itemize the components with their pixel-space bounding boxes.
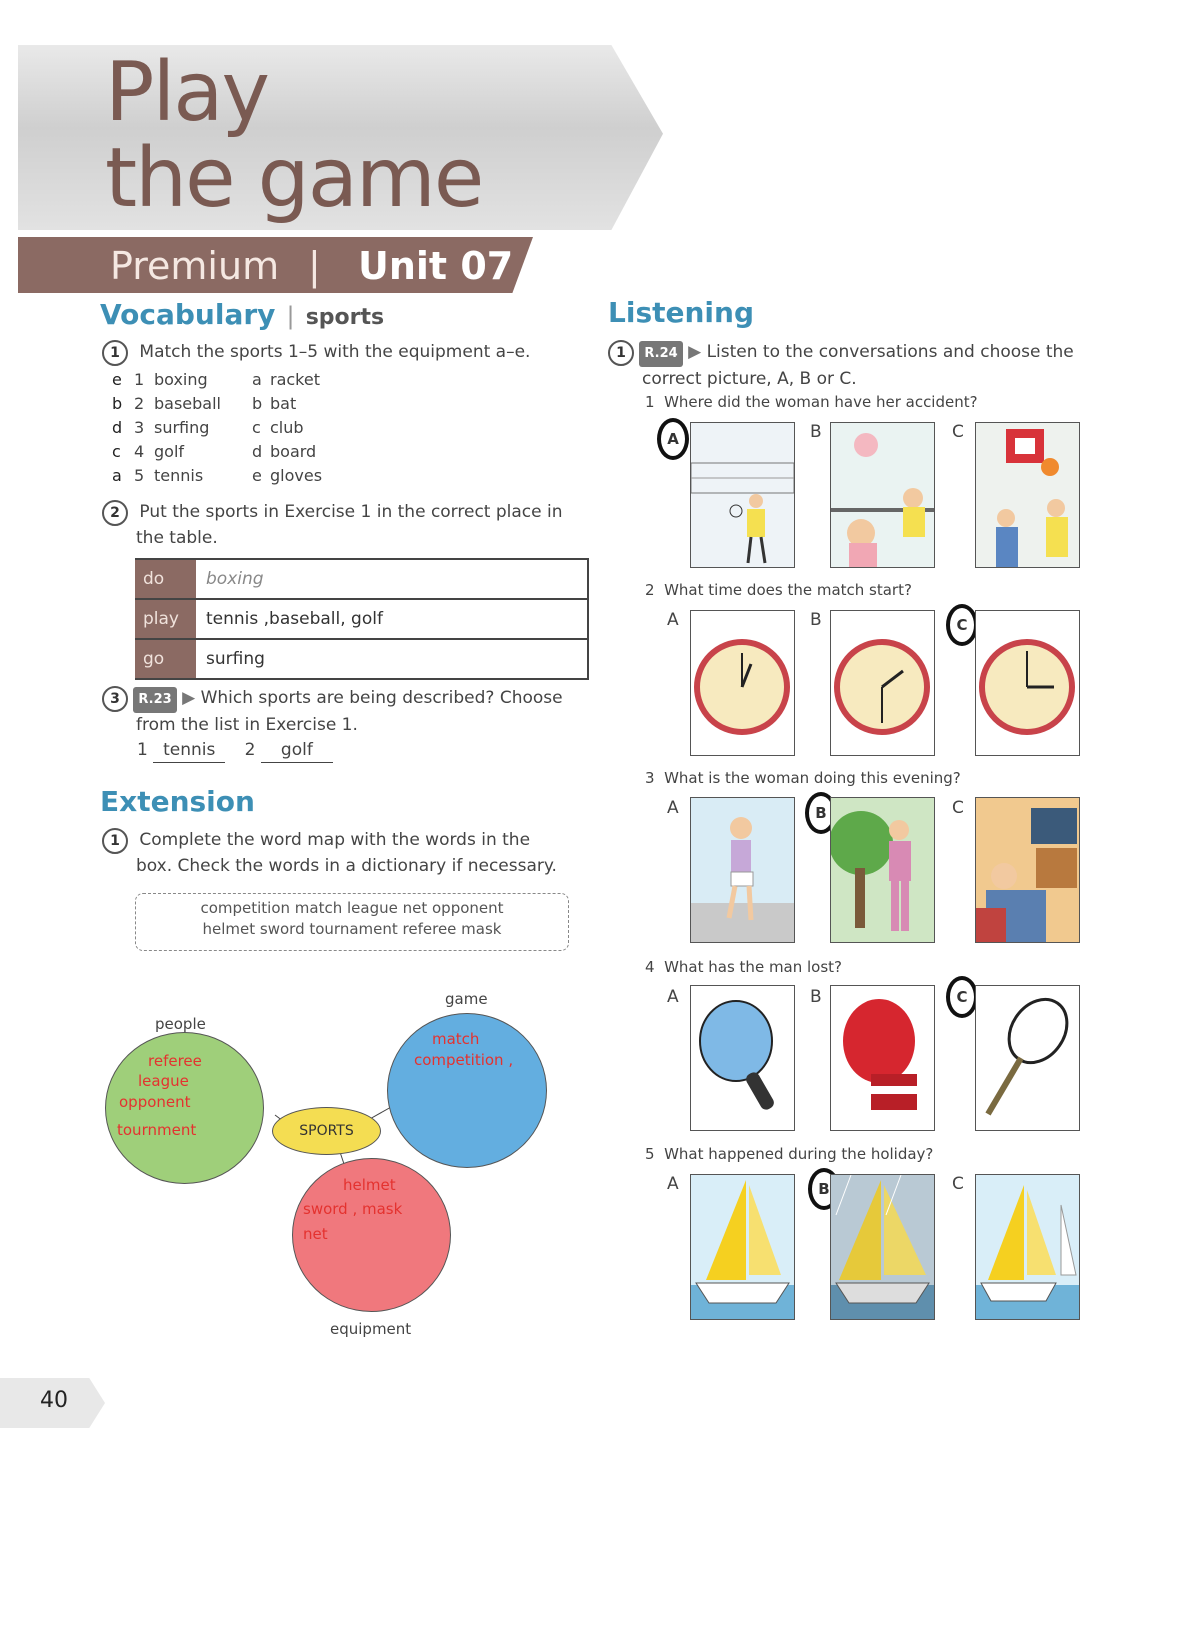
option-letter: C <box>952 798 964 818</box>
clock-picture-a[interactable] <box>690 610 795 756</box>
handwritten-answer[interactable]: a <box>112 466 122 485</box>
people-label: people <box>155 1015 206 1033</box>
equipment-name: racket <box>270 370 320 389</box>
page-title: Play the game <box>105 45 483 226</box>
matching-row <box>112 440 412 464</box>
handwritten-answer[interactable]: e <box>112 370 122 389</box>
sport-number: 2 <box>134 394 145 413</box>
listening-heading: Listening <box>608 296 754 329</box>
table-row: play tennis ,baseball, golf <box>135 599 587 639</box>
option-letter: B <box>810 987 822 1007</box>
sport-name: boxing <box>154 370 208 389</box>
tennis-court-picture[interactable] <box>690 422 795 568</box>
audio-track-badge[interactable]: R.24 <box>639 341 682 367</box>
option-letter: B <box>810 610 822 630</box>
basketball-picture[interactable] <box>975 422 1080 568</box>
unit-label: Unit 07 <box>358 244 514 288</box>
selected-answer-circle[interactable]: B <box>805 792 837 834</box>
word-box: competition match league net opponent helmet sword tournament referee mask <box>135 893 569 951</box>
sport-number: 4 <box>134 442 145 461</box>
matching-row <box>112 416 412 440</box>
game-label: game <box>445 990 488 1008</box>
question-5: 5 What happened during the holiday? <box>645 1145 934 1163</box>
equipment-answer[interactable]: helmet <box>343 1176 396 1194</box>
answer-field[interactable]: golf <box>261 738 333 763</box>
vocabulary-heading: Vocabulary | sports <box>100 298 385 331</box>
sport-name: surfing <box>154 418 210 437</box>
extension-instruction: 1 Complete the word map with the words in the box. Check the words in a dictionary if necessary. <box>102 828 557 878</box>
people-answer[interactable]: tournment <box>117 1121 197 1139</box>
extension-heading: Extension <box>100 785 255 818</box>
equipment-letter: a <box>252 370 262 389</box>
answer-field[interactable]: tennis <box>153 738 225 763</box>
game-answer[interactable]: competition , <box>414 1051 514 1069</box>
people-answer[interactable]: league <box>138 1072 189 1090</box>
handwritten-answer[interactable]: c <box>112 442 121 461</box>
clock-picture-c[interactable] <box>975 610 1080 756</box>
sport-number: 3 <box>134 418 145 437</box>
sport-number: 1 <box>134 370 145 389</box>
equipment-name: club <box>270 418 304 437</box>
option-letter: A <box>667 610 679 630</box>
tennis-racket-picture[interactable] <box>975 985 1080 1131</box>
audio-track-badge[interactable]: R.23 <box>133 687 176 713</box>
selected-answer-circle[interactable]: C <box>946 976 978 1018</box>
running-picture[interactable] <box>690 797 795 943</box>
matching-row <box>112 392 412 416</box>
people-answer[interactable]: referee <box>148 1052 202 1070</box>
exercise-number: 3 <box>102 686 128 712</box>
table-row: go surfing <box>135 639 587 679</box>
question-2: 2 What time does the match start? <box>645 581 912 599</box>
watching-tv-picture[interactable] <box>975 797 1080 943</box>
equipment-letter: d <box>252 442 263 461</box>
game-answer[interactable]: match <box>432 1030 480 1048</box>
option-letter: C <box>952 422 964 442</box>
question-1: 1 Where did the woman have her accident? <box>645 393 978 411</box>
people-answer[interactable]: opponent <box>119 1093 191 1111</box>
selected-answer-circle[interactable]: A <box>657 418 689 460</box>
selected-answer-circle[interactable]: B <box>808 1168 840 1210</box>
sport-number: 5 <box>134 466 145 485</box>
sport-name: tennis <box>154 466 204 485</box>
ping-pong-bat-picture[interactable] <box>690 985 795 1131</box>
handwritten-answer[interactable]: b <box>112 394 123 413</box>
table-row: do boxing <box>135 560 587 599</box>
option-letter: B <box>810 422 822 442</box>
option-letter: A <box>667 1174 679 1194</box>
premium-label: Premium <box>110 244 280 288</box>
exercise-number: 1 <box>608 340 634 366</box>
page-number: 40 <box>40 1388 68 1413</box>
equipment-letter: c <box>252 418 261 437</box>
equipment-letter: b <box>252 394 263 413</box>
option-letter: A <box>667 798 679 818</box>
sailboat-picture-c[interactable] <box>975 1174 1080 1320</box>
selected-answer-circle[interactable]: C <box>946 604 978 646</box>
walking-park-picture[interactable] <box>830 797 935 943</box>
clock-picture-b[interactable] <box>830 610 935 756</box>
equipment-name: board <box>270 442 317 461</box>
matching-row <box>112 464 412 488</box>
vocab-ex1-instruction: 1 Match the sports 1–5 with the equipment a–e. <box>102 340 530 366</box>
equipment-name: bat <box>270 394 297 413</box>
equipment-answer[interactable]: net <box>303 1225 328 1243</box>
question-4: 4 What has the man lost? <box>645 958 843 976</box>
vocab-ex2-instruction: 2 Put the sports in Exercise 1 in the correct place in the table. <box>102 500 563 550</box>
sport-name: golf <box>154 442 185 461</box>
sports-center-node: SPORTS <box>272 1107 381 1155</box>
sport-name: baseball <box>154 394 221 413</box>
volleyball-picture[interactable] <box>830 422 935 568</box>
equipment-letter: e <box>252 466 262 485</box>
option-letter: C <box>952 1174 964 1194</box>
sports-table <box>135 558 589 680</box>
handwritten-answer[interactable]: d <box>112 418 123 437</box>
boxing-glove-picture[interactable] <box>830 985 935 1131</box>
matching-list <box>112 368 412 488</box>
equipment-name: gloves <box>270 466 323 485</box>
question-3: 3 What is the woman doing this evening? <box>645 769 961 787</box>
matching-row <box>112 368 412 392</box>
equipment-label: equipment <box>330 1320 412 1338</box>
exercise-number: 1 <box>102 340 128 366</box>
exercise-number: 2 <box>102 500 128 526</box>
ex3-answers: 1 tennis 2 golf <box>137 738 333 763</box>
option-letter: A <box>667 987 679 1007</box>
header-separator: | <box>308 244 321 288</box>
vocab-ex3-instruction: 3 R.23 ▶ Which sports are being described? Choose from the list in Exercise 1. <box>102 686 563 737</box>
sailboat-picture-a[interactable] <box>690 1174 795 1320</box>
listening-instruction: 1 R.24 ▶ Listen to the conversations and choose the correct picture, A, B or C. <box>608 340 1074 391</box>
sailboat-picture-b[interactable] <box>830 1174 935 1320</box>
exercise-number: 1 <box>102 828 128 854</box>
equipment-answer[interactable]: sword , mask <box>303 1200 403 1218</box>
